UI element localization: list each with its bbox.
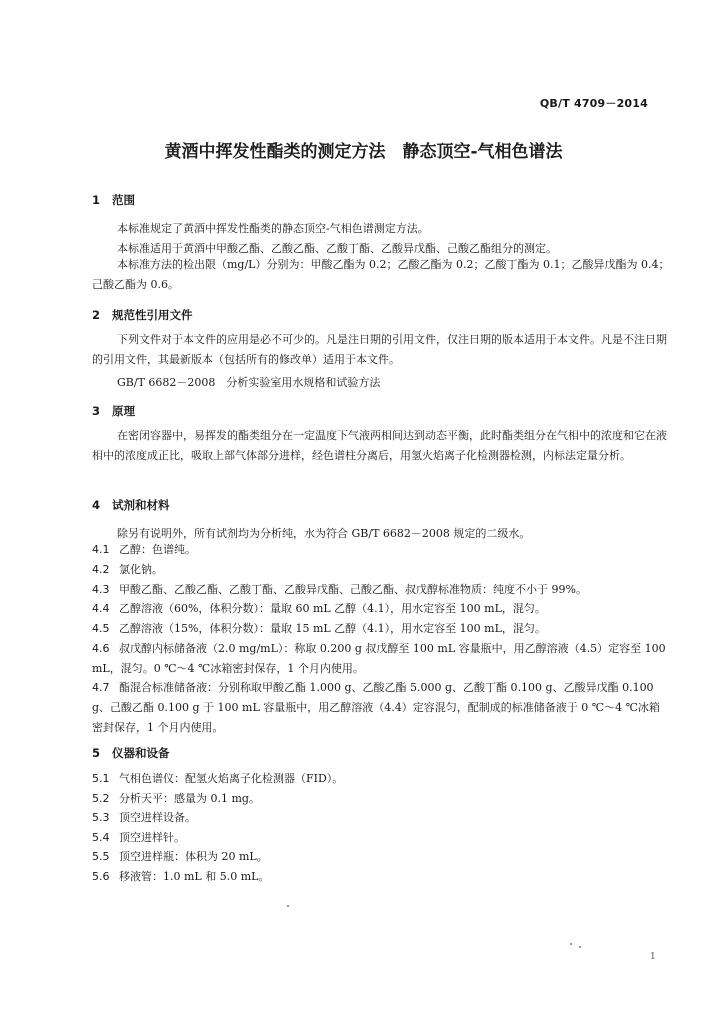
item-number: 5.3 — [92, 811, 110, 824]
item-text: 叔戊醇内标储备液（2.0 mg/mL）：称取 0.200 g 叔戊醇至 100 mL 容量瓶中，用乙醇溶液（4.5）定容至 100 mL，混匀。0 ℃～4 ℃冰箱密封保存，1 个月内使用。 — [92, 642, 666, 675]
item-number: 4.4 — [92, 602, 110, 615]
section-number: 3 — [92, 404, 101, 418]
item-text: 顶空进样针。 — [119, 831, 185, 844]
item-number: 5.5 — [92, 850, 110, 863]
section-number: 2 — [92, 308, 101, 322]
section-5-heading — [92, 745, 170, 761]
item-number: 5.4 — [92, 831, 110, 844]
section-number: 1 — [92, 193, 101, 207]
scan-speck — [570, 943, 572, 945]
item-text: 乙醇：色谱纯。 — [119, 543, 196, 556]
item-text: 甲酸乙酯、乙酸乙酯、乙酸丁酯、乙酸异戊酯、己酸乙酯、叔戊醇标准物质：纯度不小于 99%。 — [119, 583, 587, 596]
apparatus-item — [92, 808, 670, 828]
item-text: 乙醇溶液（60%，体积分数）：量取 60 mL 乙醇（4.1），用水定容至 100 mL，混匀。 — [119, 602, 546, 615]
reagent-item — [92, 540, 670, 560]
item-number: 4.3 — [92, 583, 110, 596]
section-title: 规范性引用文件 — [112, 308, 193, 322]
scope-line-2: 本标准适用于黄酒中甲酸乙酯、乙酸乙酯、乙酸丁酯、乙酸异戊酯、己酸乙酯组分的测定。 — [117, 242, 557, 255]
reagent-item — [92, 639, 670, 679]
section-title: 原理 — [112, 404, 135, 418]
item-text: 顶空进样设备。 — [119, 811, 196, 824]
item-number: 5.1 — [92, 772, 110, 785]
scan-speck — [579, 946, 581, 948]
apparatus-item — [92, 769, 670, 789]
item-text: 乙醇溶液（15%，体积分数）：量取 15 mL 乙醇（4.1），用水定容至 100 mL，混匀。 — [119, 622, 546, 635]
item-number: 4.7 — [92, 681, 110, 694]
document-title: 黄酒中挥发性酯类的测定方法 静态顶空-气相色谱法 — [164, 142, 563, 162]
item-text: 酯混合标准储备液：分别称取甲酸乙酯 1.000 g、乙酸乙酯 5.000 g、乙酸丁酯 0.100 g、乙酸异戊酯 0.100 g、己酸乙酯 0.100 g 于 100 mL 容量瓶中，用乙醇溶液（4.4）定容混匀，配制成的标准储备液于 0 ℃～4 ℃冰箱密封保存，1 个月内使用。 — [92, 681, 660, 734]
section-3-heading — [92, 403, 135, 419]
reagent-item — [92, 678, 670, 738]
reagent-item — [92, 580, 670, 600]
page-number: 1 — [650, 952, 656, 962]
section-2-heading — [92, 307, 193, 323]
section-title: 试剂和材料 — [112, 498, 170, 512]
item-text: 氯化钠。 — [119, 563, 163, 576]
item-text: 气相色谱仪：配氢火焰离子化检测器（FID）。 — [119, 772, 344, 785]
normative-references-paragraph: 下列文件对于本文件的应用是必不可少的。凡是注日期的引用文件，仅注日期的版本适用于本文件。凡是不注日期的引用文件，其最新版本（包括所有的修改单）适用于本文件。 — [92, 333, 667, 366]
section-number: 4 — [92, 498, 101, 512]
item-number: 4.1 — [92, 543, 110, 556]
section-number: 5 — [92, 746, 101, 760]
apparatus-item — [92, 789, 670, 809]
section-title: 范围 — [112, 193, 135, 207]
apparatus-item — [92, 847, 670, 867]
scope-line-1: 本标准规定了黄酒中挥发性酯类的静态顶空-气相色谱测定方法。 — [117, 222, 429, 235]
reagent-item — [92, 560, 670, 580]
item-number: 4.5 — [92, 622, 110, 635]
standard-number: QB/T 4709－2014 — [539, 97, 648, 110]
item-text: 移液管：1.0 mL 和 5.0 mL。 — [119, 870, 270, 883]
reference-gbt6682: GB/T 6682－2008 分析实验室用水规格和试验方法 — [117, 376, 381, 389]
item-number: 5.2 — [92, 792, 110, 805]
item-number: 5.6 — [92, 870, 110, 883]
reagent-item — [92, 599, 670, 619]
reagents-intro: 除另有说明外，所有试剂均为分析纯，水为符合 GB/T 6682－2008 规定的二级水。 — [117, 527, 531, 540]
section-4-heading — [92, 497, 170, 513]
reagent-item — [92, 619, 670, 639]
apparatus-item — [92, 867, 670, 887]
apparatus-item — [92, 828, 670, 848]
section-1-heading — [92, 192, 135, 208]
item-text: 分析天平：感量为 0.1 mg。 — [119, 792, 260, 805]
section-title: 仪器和设备 — [112, 746, 170, 760]
item-text: 顶空进样瓶：体积为 20 mL。 — [119, 850, 268, 863]
scan-speck — [287, 905, 289, 907]
principle-paragraph: 在密闭容器中，易挥发的酯类组分在一定温度下气液两相间达到动态平衡，此时酯类组分在气相中的浓度和它在液相中的浓度成正比，吸取上部气体部分进样，经色谱柱分离后，用氢火焰离子化检测器检测，内标法定量分析。 — [92, 429, 667, 462]
item-number: 4.2 — [92, 563, 110, 576]
scope-detection-limit-paragraph: 本标准方法的检出限（mg/L）分别为：甲酸乙酯为 0.2；乙酸乙酯为 0.2；乙酸丁酯为 0.1；乙酸异戊酯为 0.4；己酸乙酯为 0.6。 — [92, 258, 670, 291]
item-number: 4.6 — [92, 642, 110, 655]
